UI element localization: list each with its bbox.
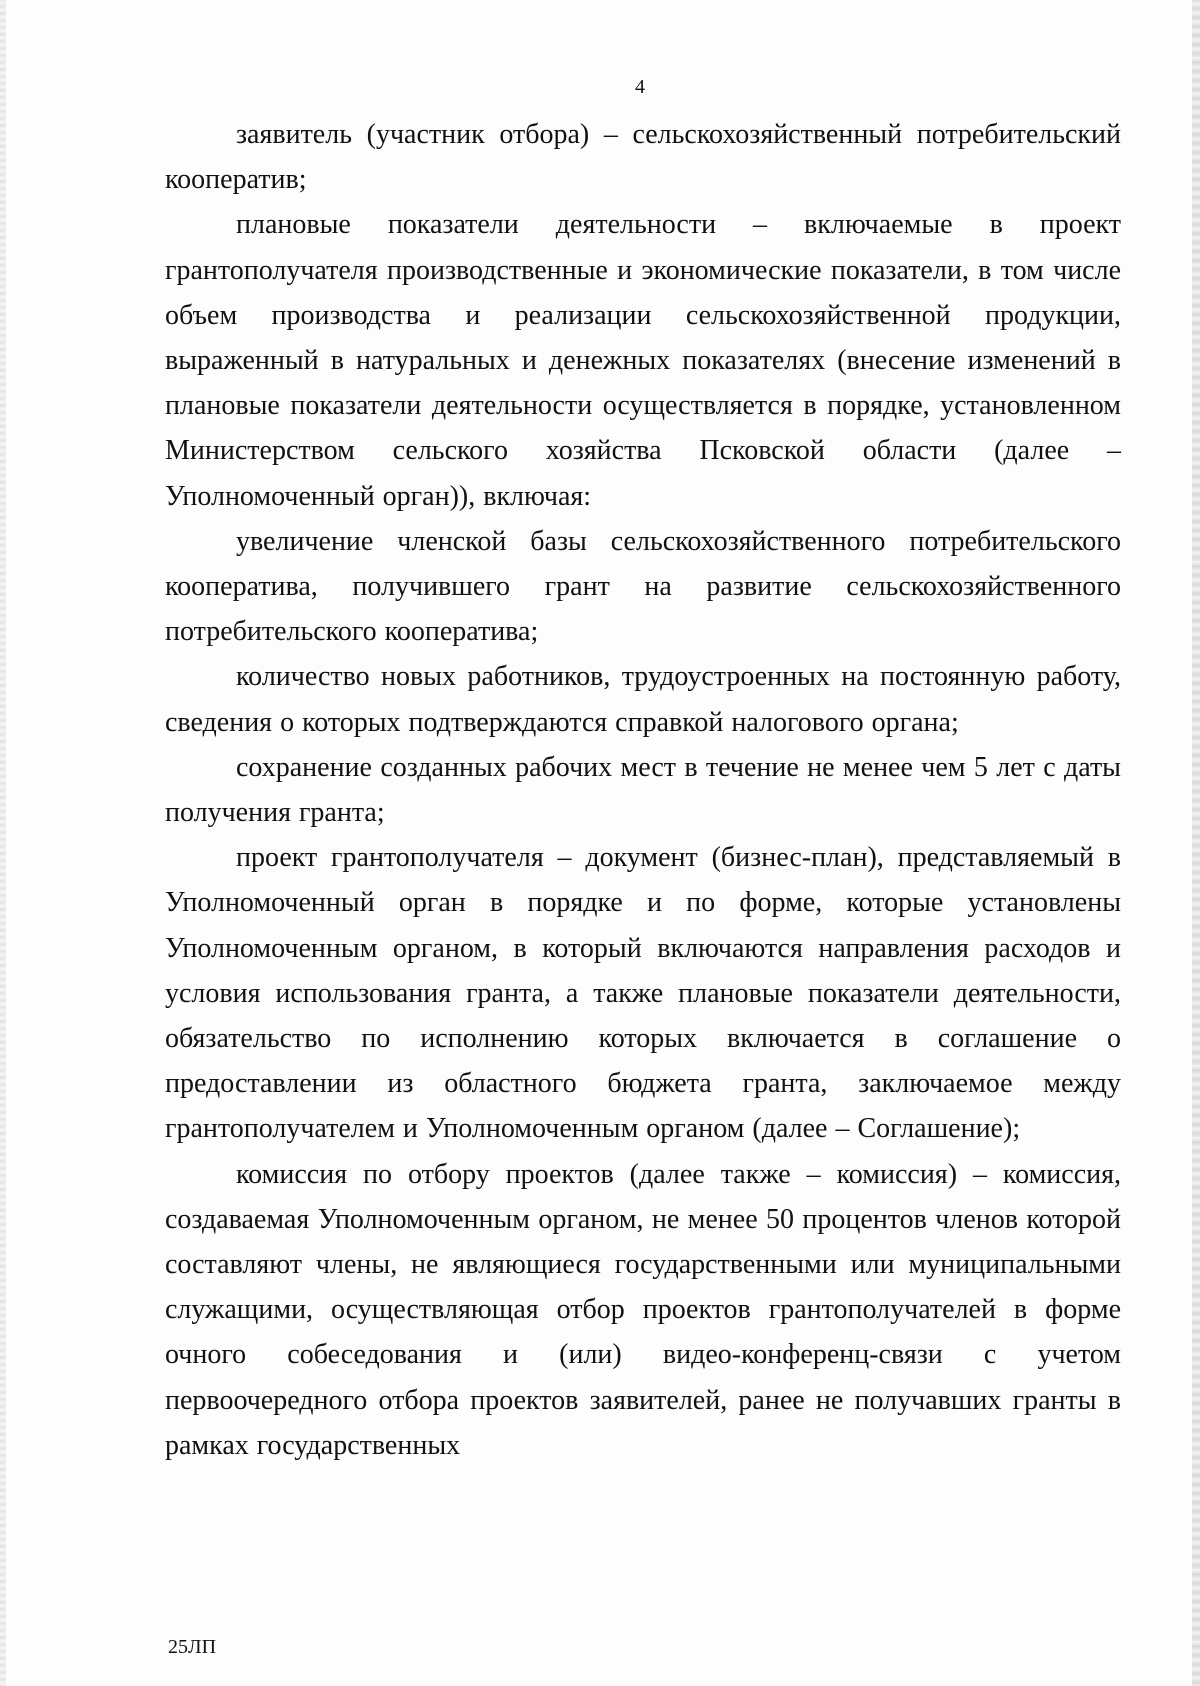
paragraph-new-employees: количество новых работников, трудоустроенных на постоянную работу, сведения о которых подтверждаются справкой налогового органа;: [165, 661, 1121, 738]
document-body: [165, 112, 1121, 1468]
scan-edge-right: [1192, 0, 1200, 1686]
paragraph-grant-project-definition: проект грантополучателя – документ (бизнес-план), представляемый в Уполномоченный орган в порядке и по форме, которые установлены Уполномоченным органом, в который включаются направления расходов и условия использования гранта, а также плановые показатели деятельности, обязательство по исполнению которых включается в соглашение о предоставлении из областного бюджета гранта, заключаемое между грантополучателем и Уполномоченным органом (далее – Соглашение);: [165, 842, 1121, 1145]
paragraph-membership-increase: увеличение членской базы сельскохозяйственного потребительского кооператива, получившего грант на развитие сельскохозяйственного потребительского кооператива;: [165, 525, 1121, 648]
paragraph-applicant-definition: заявитель (участник отбора) – сельскохозяйственный потребительский кооператив;: [165, 119, 1121, 196]
paragraph-planned-indicators-definition: плановые показатели деятельности – включаемые в проект грантополучателя производственные и экономические показатели, в том числе объем производства и реализации сельскохозяйственной продукции, выраженный в натуральных и денежных показателях (внесение изменений в плановые показатели деятельности осуществляется в порядке, установленном Министерством сельского хозяйства Псковской области (далее – Уполномоченный орган)), включая:: [165, 209, 1121, 512]
paragraph-selection-commission-definition: комиссия по отбору проектов (далее также – комиссия) – комиссия, создаваемая Уполномоченным органом, не менее 50 процентов членов которой составляют члены, не являющиеся государственными или муниципальными служащими, осуществляющая отбор проектов грантополучателей в форме очного собеседования и (или) видео-конференц-связи с учетом первоочередного отбора проектов заявителей, ранее не получавших гранты в рамках государственных: [165, 1158, 1121, 1461]
paragraph-jobs-retention: сохранение созданных рабочих мест в течение не менее чем 5 лет с даты получения гранта;: [165, 751, 1121, 829]
document-code: 25ЛП: [168, 1636, 217, 1658]
scan-edge-left: [0, 0, 6, 1686]
page-number: 4: [635, 76, 645, 98]
